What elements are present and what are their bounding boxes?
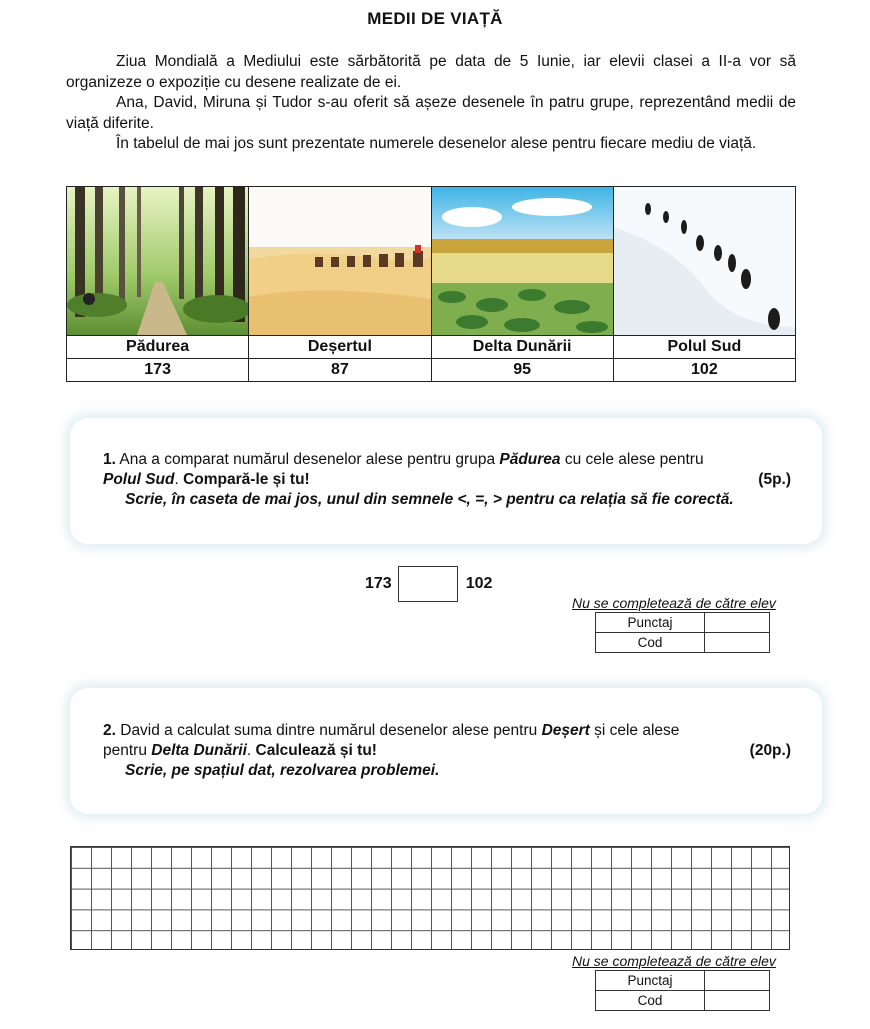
table-row <box>596 633 770 653</box>
answer-grid[interactable] <box>70 846 790 950</box>
table-row <box>67 336 796 359</box>
comparison-left: 173 <box>365 575 392 592</box>
habitat-name: Delta Dunării <box>431 336 613 359</box>
intro-text <box>66 52 796 155</box>
question-1-line <box>103 470 791 490</box>
question-text: David a calculat suma dintre numărul desenelor alese pentru <box>115 722 542 739</box>
comparison-exercise <box>365 566 492 602</box>
table-row <box>596 971 770 991</box>
code-cell <box>705 991 770 1011</box>
code-label: Cod <box>596 633 705 653</box>
habitat-count: 87 <box>249 359 431 382</box>
grading-note: Nu se completează de către elev <box>572 953 776 969</box>
habitat-name: Deșertul <box>249 336 431 359</box>
intro-paragraph: Ana, David, Miruna și Tudor s-au oferit să așeze desenele în patru grupe, reprezentând medii de viață diferite. <box>66 94 796 132</box>
question-2-line <box>103 741 791 761</box>
comparison-right: 102 <box>465 575 493 592</box>
question-instruction: Scrie, pe spațiul dat, rezolvarea problemei. <box>125 762 440 779</box>
score-cell <box>705 971 770 991</box>
score-label: Punctaj <box>596 971 705 991</box>
table-row <box>67 359 796 382</box>
question-text: și cele alese <box>589 722 680 739</box>
question-points: (5p.) <box>758 471 791 488</box>
code-label: Cod <box>596 991 705 1011</box>
habitat-count: 95 <box>431 359 613 382</box>
question-points: (20p.) <box>749 742 791 759</box>
habitat-pictures <box>66 186 796 335</box>
question-task: Calculează și tu! <box>255 742 377 759</box>
desert-picture <box>249 187 431 335</box>
comparison-answer-box[interactable] <box>398 566 458 602</box>
question-1-line <box>103 450 791 470</box>
page-title: MEDII DE VIAȚĂ <box>367 9 503 28</box>
question-task: Compară-le și tu! <box>183 471 310 488</box>
table-row <box>596 613 770 633</box>
question-instruction: Scrie, în caseta de mai jos, unul din semnele <, =, > pentru ca relația să fie corectă. <box>125 491 734 508</box>
code-cell <box>705 633 770 653</box>
grading-note: Nu se completează de către elev <box>572 595 776 611</box>
habitat-name: Pădurea <box>67 336 249 359</box>
delta-picture <box>432 187 614 335</box>
question-text: pentru <box>103 742 152 759</box>
term-polul-sud: Polul Sud <box>103 471 175 488</box>
term-delta-dunarii: Delta Dunării <box>151 742 247 759</box>
habitat-name: Polul Sud <box>613 336 795 359</box>
grading-table <box>595 612 770 653</box>
term-desert: Deșert <box>541 722 590 739</box>
question-1-box <box>70 418 822 544</box>
grading-box-2 <box>572 953 798 1011</box>
question-1-text <box>103 450 791 510</box>
forest-picture <box>67 187 249 335</box>
question-2-text <box>103 721 791 781</box>
table-row <box>596 991 770 1011</box>
habitat-count: 102 <box>613 359 795 382</box>
score-label: Punctaj <box>596 613 705 633</box>
question-text: . <box>174 471 184 488</box>
question-number: 1. <box>103 451 116 468</box>
habitat-count: 173 <box>67 359 249 382</box>
question-text: cu cele alese pentru <box>560 451 704 468</box>
habitat-table <box>66 186 796 382</box>
question-number: 2. <box>103 722 116 739</box>
term-padurea: Pădurea <box>499 451 561 468</box>
question-2-box <box>70 688 822 814</box>
intro-paragraph: În tabelul de mai jos sunt prezentate numerele desenelor alese pentru fiecare mediu de viață. <box>116 135 757 152</box>
question-2-line <box>103 721 791 741</box>
habitat-counts-table <box>66 335 796 382</box>
question-text: Ana a comparat numărul desenelor alese pentru grupa <box>115 451 500 468</box>
grading-box-1 <box>572 595 798 653</box>
score-cell <box>705 613 770 633</box>
grading-table <box>595 970 770 1011</box>
south-pole-picture <box>614 187 795 335</box>
intro-paragraph: Ziua Mondială a Mediului este sărbătorită pe data de 5 Iunie, iar elevii clasei a II-a vor să organizeze o expoziție cu desene realizate de ei. <box>66 53 796 91</box>
question-text: . <box>246 742 256 759</box>
